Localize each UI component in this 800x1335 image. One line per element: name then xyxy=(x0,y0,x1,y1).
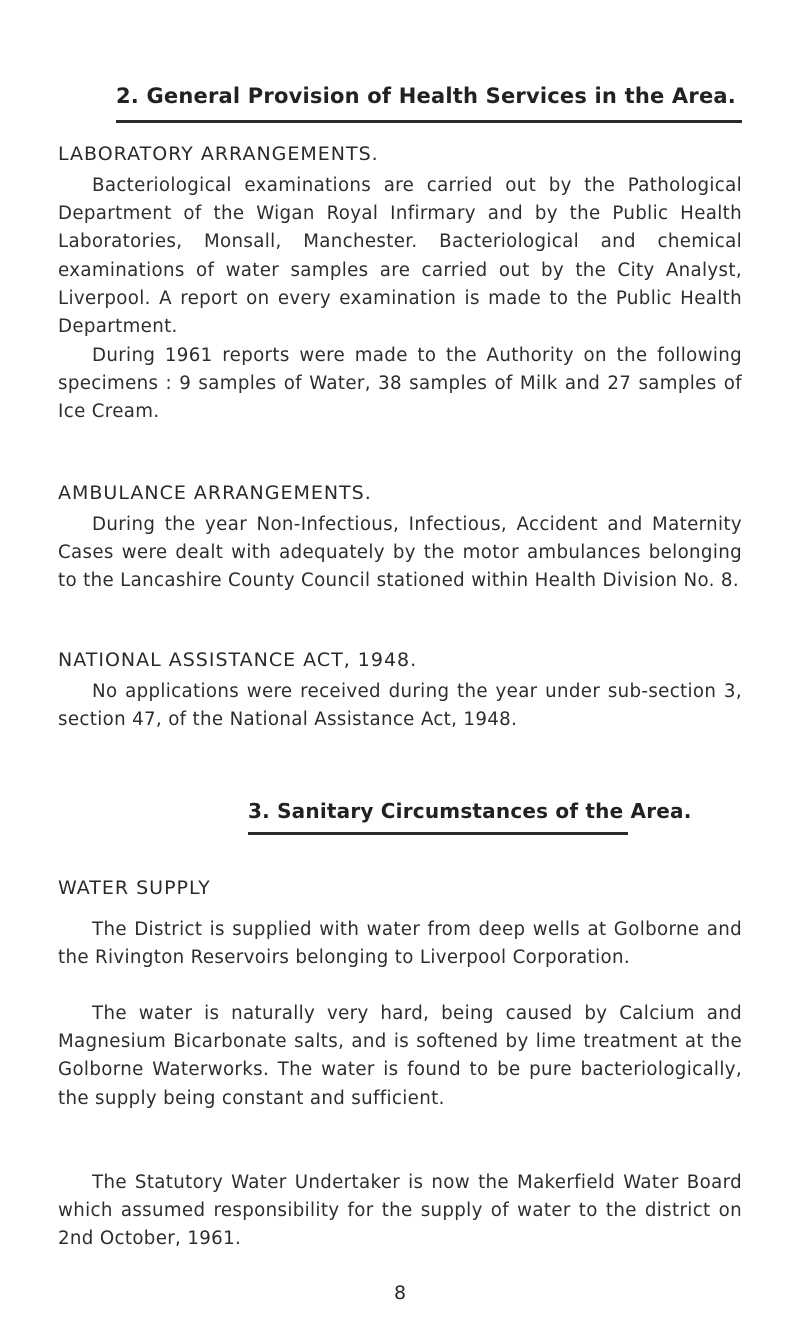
laboratory-paragraph-2: During 1961 reports were made to the Authority on the following specimens : 9 samples of Water, 38 samples of Milk and 27 samples of Ice Cream. xyxy=(58,345,742,423)
page-number: 8 xyxy=(393,1282,407,1304)
section-3-underline xyxy=(248,832,628,835)
section-2-underline xyxy=(116,120,742,123)
water-supply-paragraph-3: The Statutory Water Undertaker is now the Makerfield Water Board which assumed responsibility for the supply of water to the district on 2nd October, 1961. xyxy=(58,1172,742,1250)
national-assistance-heading: NATIONAL ASSISTANCE ACT, 1948. xyxy=(58,649,418,671)
laboratory-paragraph-1: Bacteriological examinations are carried out by the Pathological Department of the Wigan Royal Infirmary and by the Public Health Laboratories, Monsall, Manchester. Bacteriological and chemical examinations of water samples are carried out by the City Analyst, Liverpool. A report on every examination is made to the Public Health Department. xyxy=(58,175,742,338)
national-assistance-paragraph-1: No applications were received during the year under sub-section 3, section 47, of the National Assistance Act, 1948. xyxy=(58,681,742,731)
laboratory-heading: LABORATORY ARRANGEMENTS. xyxy=(58,143,379,165)
ambulance-heading: AMBULANCE ARRANGEMENTS. xyxy=(58,482,372,504)
section-3-title-text: 3. Sanitary Circumstances of the Area. xyxy=(248,799,692,823)
ambulance-paragraph-1: During the year Non-Infectious, Infectious, Accident and Maternity Cases were dealt with adequately by the motor ambulances belonging to the Lancashire County Council stationed within Health Division No. 8. xyxy=(58,514,742,592)
section-2-title-text: 2. General Provision of Health Services in the Area. xyxy=(116,84,736,108)
water-supply-paragraph-2: The water is naturally very hard, being caused by Calcium and Magnesium Bicarbonate salts, and is softened by lime treatment at the Golborne Waterworks. The water is found to be pure bacteriologically, the supply being constant and sufficient. xyxy=(58,1003,742,1109)
section-2-title xyxy=(116,84,742,108)
water-supply-paragraph-1: The District is supplied with water from deep wells at Golborne and the Rivington Reservoirs belonging to Liverpool Corporation. xyxy=(58,919,742,969)
water-supply-heading: WATER SUPPLY xyxy=(58,877,211,899)
section-3-title xyxy=(248,799,692,823)
